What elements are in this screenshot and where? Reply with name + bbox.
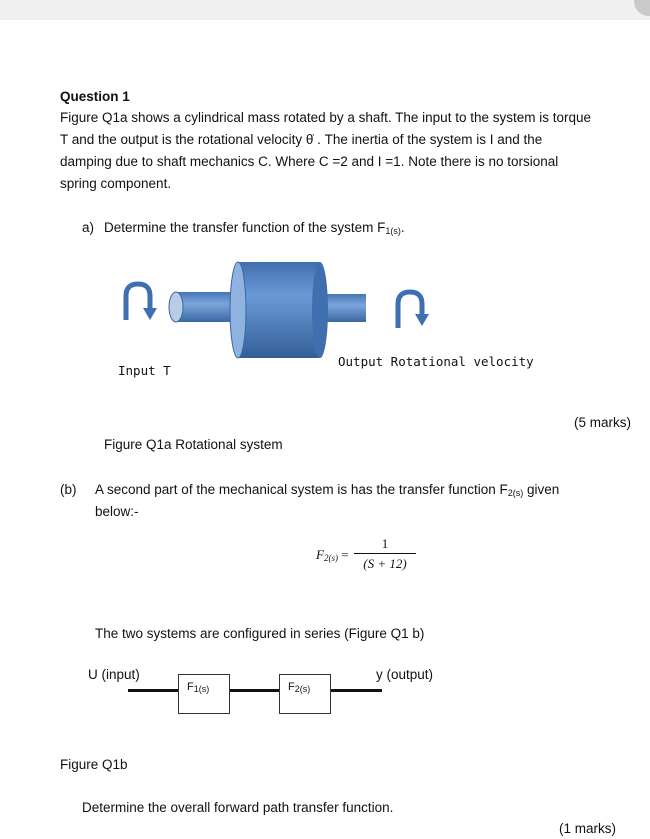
output-rotation-arrow-icon <box>398 292 429 328</box>
block-f1 <box>178 674 230 714</box>
output-label: Output Rotational velocity <box>338 354 534 369</box>
intro-line: spring component. <box>60 176 172 191</box>
part-b-end: given <box>523 482 560 497</box>
question-title: Question 1 <box>60 89 130 104</box>
question-intro <box>60 107 640 195</box>
figure-q1b-caption: Figure Q1b <box>60 757 128 772</box>
block-f1-sub: 1(s) <box>193 684 210 694</box>
series-text: The two systems are configured in series (Figure Q1 b) <box>95 626 425 641</box>
top-bar <box>0 0 650 20</box>
signal-line-output <box>330 689 382 692</box>
signal-line-input <box>128 689 178 692</box>
part-a-end: . <box>400 220 405 235</box>
part-a-label: a) <box>82 220 95 235</box>
block-input-label: U (input) <box>88 667 140 682</box>
part-a-sub: 1(s) <box>385 226 401 236</box>
part-b-line1 <box>95 479 559 504</box>
fraction-bar <box>354 553 416 554</box>
part-a-question <box>104 217 405 242</box>
eq-equals: = <box>341 547 349 562</box>
final-question: Determine the overall forward path transfer function. <box>82 800 394 815</box>
signal-line-middle <box>229 689 279 692</box>
part-b-label: (b) <box>60 482 77 497</box>
cylinder-mass <box>230 262 328 358</box>
block-f1-f: F <box>187 681 194 693</box>
part-b-text: A second part of the mechanical system is has the transfer function F <box>95 482 508 497</box>
intro-line: Figure Q1a shows a cylindrical mass rotated by a shaft. The input to the system is torque <box>60 110 592 125</box>
left-shaft <box>169 292 238 322</box>
part-b-line2: below:- <box>95 504 139 519</box>
final-marks: (1 marks) <box>559 821 616 836</box>
eq-denominator: (S + 12) <box>363 556 407 571</box>
part-a-text: Determine the transfer function of the system F <box>104 220 386 235</box>
block-f2-sub: 2(s) <box>294 684 311 694</box>
intro-line: T and the output is the rotational velocity θ̇ . The inertia of the system is I and the <box>60 132 543 147</box>
block-f2 <box>279 674 331 714</box>
input-rotation-arrow-icon <box>126 284 157 320</box>
equation-fraction <box>354 536 416 572</box>
block-output-label: y (output) <box>376 667 434 682</box>
eq-lhs-f: F <box>316 547 324 562</box>
eq-lhs-sub: 2(s) <box>323 553 338 563</box>
eq-numerator: 1 <box>381 536 389 551</box>
figure-q1a-caption: Figure Q1a Rotational system <box>104 437 283 452</box>
part-b-sub: 2(s) <box>507 488 524 498</box>
equation-lhs <box>316 547 349 563</box>
block-f2-label <box>288 681 310 694</box>
block-f2-f: F <box>288 681 295 693</box>
block-f1-label <box>187 681 209 694</box>
part-a-marks: (5 marks) <box>574 415 631 430</box>
intro-line: damping due to shaft mechanics C. Where C =2 and I =1. Note there is no torsional <box>60 154 559 169</box>
input-label: Input T <box>118 363 171 378</box>
